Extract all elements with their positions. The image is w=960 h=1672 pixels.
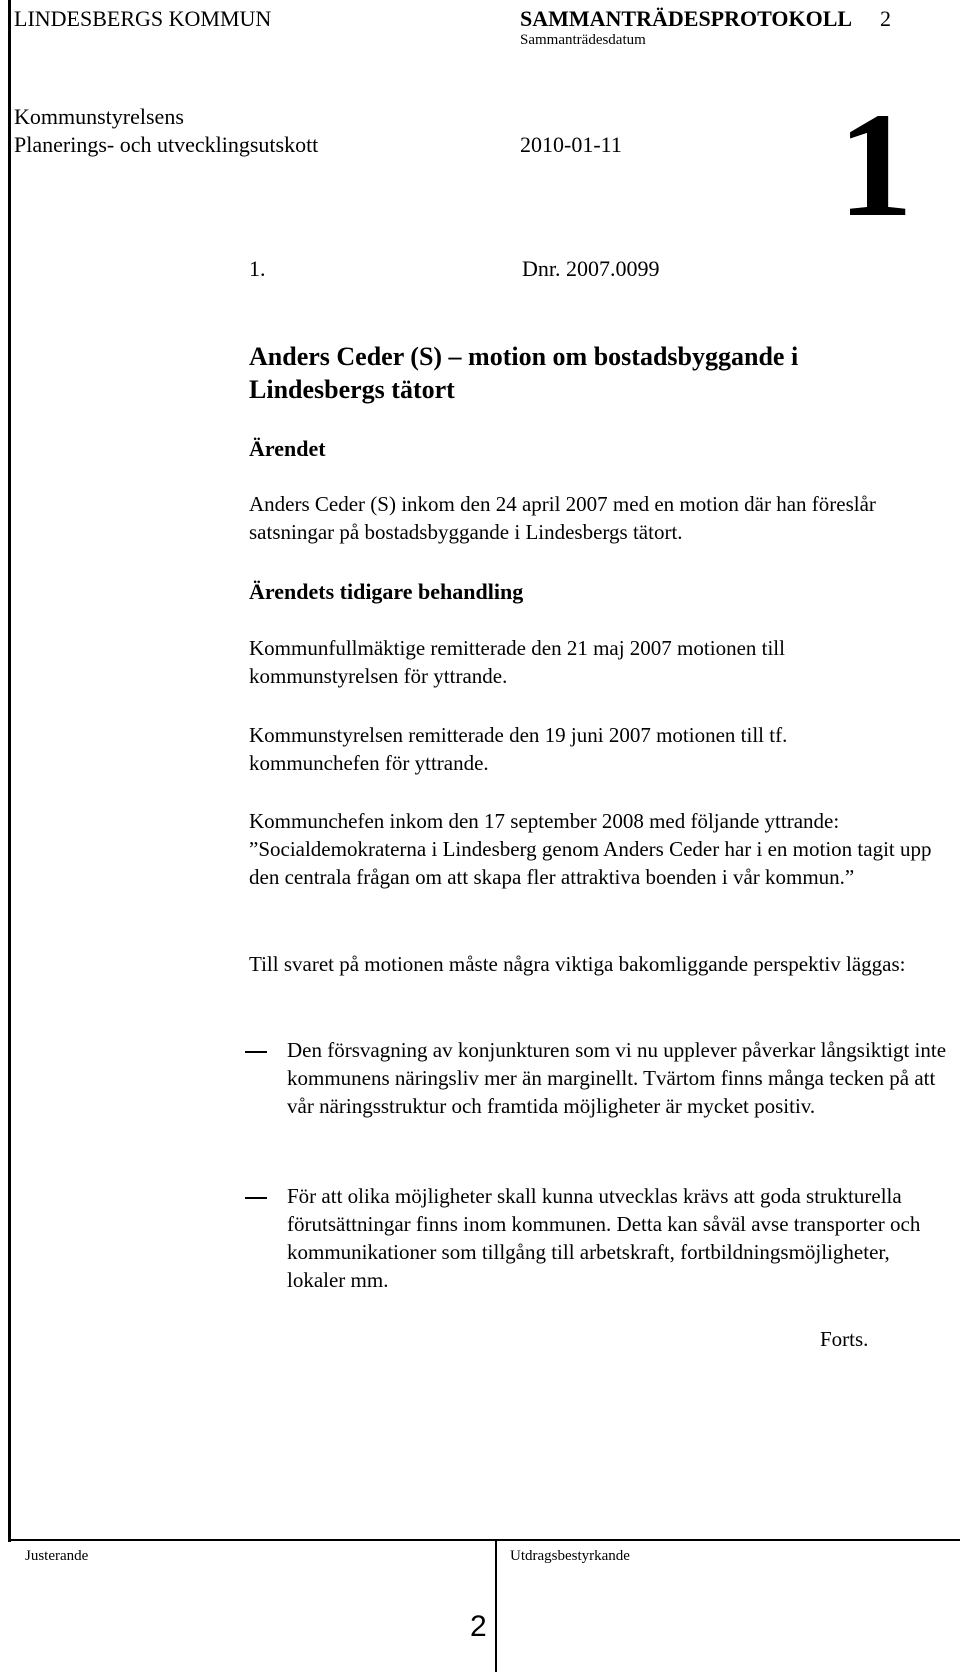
justerande-label: Justerande [25,1548,89,1564]
section-heading-tidigare-behandling: Ärendets tidigare behandling [249,579,524,604]
continued-note: Forts. [820,1327,869,1351]
left-margin-rule [8,0,11,1542]
bullet-dash [245,1051,267,1053]
bullet-item: För att olika möjligheter skall kunna utvecklas krävs att goda strukturella förutsättningar finns inom kommunen. Detta kan såväl avse transporter och kommunikationer som tillgång till arbetskraft, fortbildningsmöjligheter, lokaler mm. [287,1184,921,1292]
section-heading-arendet: Ärendet [249,436,326,461]
page-number: 2 [880,6,891,31]
paragraph-till-svaret: Till svaret på motionen måste några viktiga bakomliggande perspektiv läggas: [249,952,906,976]
committee-name-line2: Planerings- och utvecklingsutskott [14,132,319,157]
committee-name-line1: Kommunstyrelsens [14,104,184,129]
section-number: 1 [838,82,913,248]
item-title: Anders Ceder (S) – motion om bostadsbyggande i Lindesbergs tätort [249,342,799,404]
date-label: Sammanträdesdatum [520,32,646,48]
arendet-paragraph: Anders Ceder (S) inkom den 24 april 2007 med en motion där han föreslår satsningar på bostadsbyggande i Lindesbergs tätort. [249,492,876,544]
item-number: 1. [249,256,266,281]
footer-divider [8,1539,960,1541]
municipality-name: LINDESBERGS KOMMUN [14,6,272,31]
paragraph-kommunchefen: Kommunchefen inkom den 17 september 2008 med följande yttrande: ”Socialdemokraterna i Lindesberg genom Anders Ceder har i en motion tagit upp den centrala frågan om att skapa fler attraktiva boenden i vår kommun.” [249,809,932,889]
paragraph-kommunfullmaktige: Kommunfullmäktige remitterade den 21 maj 2007 motionen till kommunstyrelsen för yttrande. [249,636,785,688]
meeting-date: 2010-01-11 [520,132,622,157]
utdragsbestyrkande-label: Utdragsbestyrkande [510,1548,630,1564]
protocol-title: SAMMANTRÄDESPROTOKOLL [520,6,853,31]
footer-page-number: 2 [470,1610,487,1643]
paragraph-kommunstyrelsen: Kommunstyrelsen remitterade den 19 juni 2007 motionen till tf. kommunchefen för yttrande. [249,723,788,775]
bullet-item: Den försvagning av konjunkturen som vi nu upplever påverkar långsiktigt inte kommunens näringsliv mer än marginellt. Tvärtom finns många tecken på att vår näringsstruktur och framtida möjligheter är mycket positiv. [287,1038,947,1118]
footer-column-divider [495,1541,497,1672]
item-dnr: Dnr. 2007.0099 [522,256,660,281]
bullet-dash [245,1197,267,1199]
